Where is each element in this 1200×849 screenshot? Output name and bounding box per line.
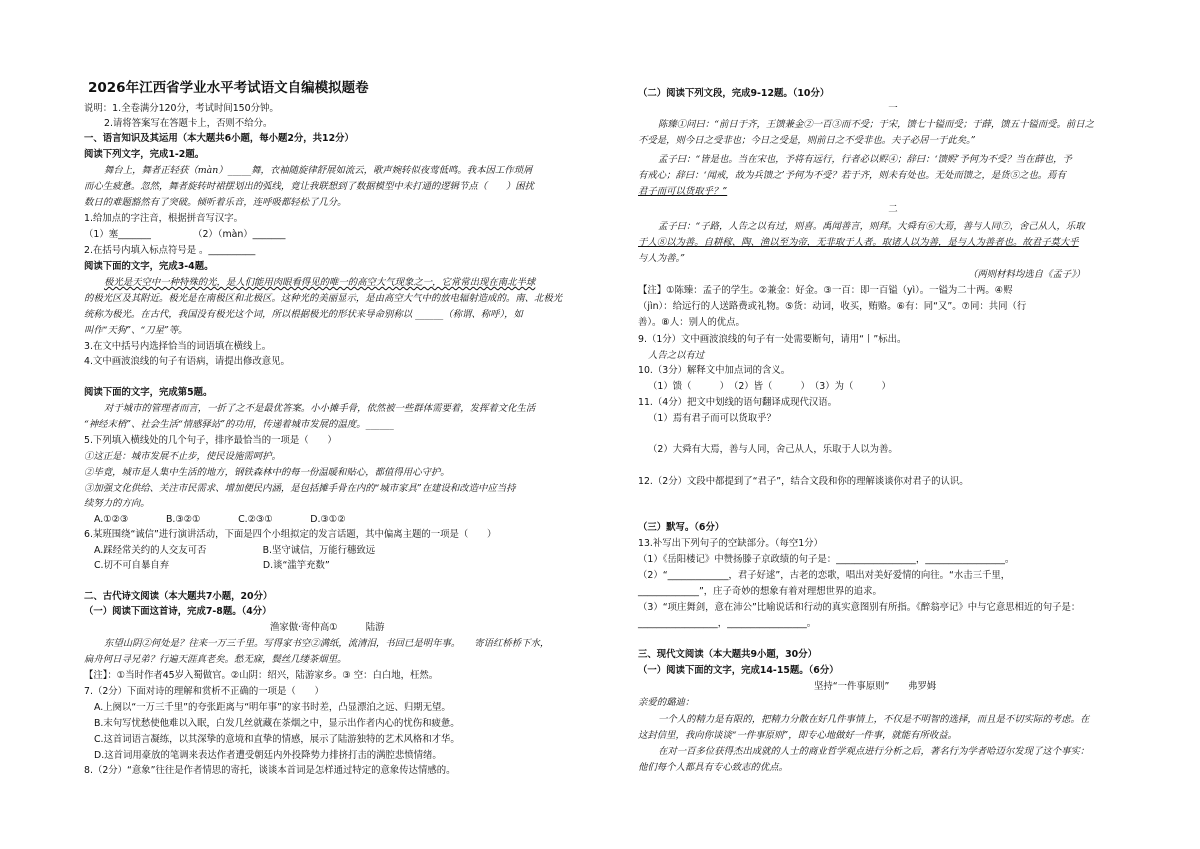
- question-7-option-a: A.上阕以“一万三千里”的夸张距离与“明年事”的家书时差，凸显漂泊之远、归期无望。: [94, 702, 451, 713]
- question-13-3: （3）“项庄舞剑，意在沛公”比喻说话和行动的真实意图别有所指。《醉翁亭记》中与它意思相近的句子是：: [638, 602, 1081, 613]
- passage-line: “神经末梢”、社会生活“情感驿站”的功用，传递着城市发展的温度。______: [84, 419, 394, 430]
- question-6: 6.某班围绕“诚信”进行演讲活动，下面是四个小组拟定的发言话题，其中偏离主题的一项是（ ）: [84, 529, 497, 540]
- letter-title: 坚持“一件事原则” 弗罗姆: [814, 681, 937, 692]
- classical-line: 于人⑧以为善。自耕稼、陶、渔以至为帝，无非取于人者。取诸人以为善，是与人为善者也。故君子莫大乎: [638, 237, 1079, 248]
- dictation-heading: （三）默写。（6分）: [638, 522, 725, 533]
- classical-line: 君子而可以货取乎？”: [638, 186, 728, 197]
- passage-number-1: 一: [888, 103, 898, 114]
- question-7-option-c: C.这首词语言凝练，以其深挚的意境和直挚的情感，展示了陆游独特的艺术风格和才华。: [94, 734, 460, 745]
- question-10: 10.（3分）解释文中加点词的含义。: [638, 365, 791, 376]
- question-13-2-cont: _____________”，庄子奇妙的想象有着对理想世界的追求。: [638, 586, 882, 597]
- poem-notes: 【注】：①当时作者45岁入蜀做官。②山阴：绍兴，陆游家乡。③ 空：白白地，枉然。: [84, 670, 439, 681]
- question-8: 8.（2分）“意象”往往是作者情思的寄托，谈谈本首词是怎样通过特定的意象传达情感的。: [84, 765, 456, 776]
- classical-line: 陈臻①问曰：“前日于齐，王馈兼金②一百③而不受；于宋，馈七十镒而受；于薛，馈五十镒而受。前日之: [658, 119, 1095, 130]
- annotation-line: 【注】①陈臻：孟子的学生。②兼金：好金。③一百：即一百镒（yì）。一镒为二十两。④赆: [638, 285, 1013, 296]
- question-12: 12.（2分）文段中都提到了“君子”，结合文段和你的理解谈谈你对君子的认识。: [638, 476, 969, 487]
- question-9-sentence: 人告之以有过: [648, 350, 705, 361]
- passage-line: 统称为极光。在古代，我国没有极光这个词，所以根据极光的形状来导命别称以 ______（称谓、称呼），如: [84, 309, 523, 320]
- passage-line: 数日的难题豁然有了突破。倾听着乐音，连呼吸都轻松了几分。: [84, 197, 347, 208]
- passage-line: 的极光区及其附近。极光是在南极区和北极区。这种光的美丽显示，是由高空大气中的放电辐射造成的。南、北极光: [84, 293, 563, 304]
- section-2-heading: 二、古代诗文阅读（本大题共7小题，20分）: [84, 591, 273, 602]
- question-5: 5.下列填入横线处的几个句子，排序最恰当的一项是（ ）: [84, 435, 337, 446]
- source-note: （两则材料均选自《孟子》）: [968, 269, 1086, 280]
- annotation-line: 善）。⑧人：别人的优点。: [638, 317, 745, 328]
- passage-number-2: 二: [888, 204, 898, 215]
- poem-title: 渔家傲·寄仲高① 陆游: [270, 622, 385, 633]
- letter-line: 一个人的精力是有限的，把精力分散在好几件事情上，不仅是不明智的选择，而且是不切实际的考虑。在: [658, 714, 1090, 725]
- poem-prompt: （一）阅读下面这首诗，完成7-8题。（4分）: [84, 606, 272, 617]
- passage-line: 叫作“天狗”、“刀星”等。: [84, 325, 188, 336]
- exam-title: 2026年江西省学业水平考试语文自编模拟题卷: [88, 80, 369, 96]
- question-11: 11.（4分）把文中划线的语句翻译成现代汉语。: [638, 397, 838, 408]
- passage-line: 对于城市的管理者而言，一折了之不是最优答案。小小摊手骨，依然被一些群体需要着，发挥着文化生活: [104, 403, 536, 414]
- question-7-option-b: B.末句写忧愁使他难以入眠，白发几丝就藏在茶烟之中，显示出作者内心的忧伤和疲惫。: [94, 718, 460, 729]
- classical-line: 孟子曰：“皆是也。当在宋也，予将有远行，行者必以赆④；辞曰：‘馈赆’予何为不受？当在薛也，予: [658, 154, 1072, 165]
- question-13-2: （2）“_____________，君子好逑”，古老的恋歌，唱出对美好爱情的向往。“水击三千里，: [638, 570, 1011, 581]
- question-13-1: （1）《岳阳楼记》中赞扬滕子京政绩的句子是：_________________，_________________。: [638, 554, 1015, 565]
- section-1-heading: 一、语言知识及其运用（本大题共6小题，每小题2分，共12分）: [84, 133, 354, 144]
- classical-line: 与人为善。”: [638, 253, 685, 264]
- question-1-blanks: （1）塞_______ （2）（màn）_______: [84, 229, 286, 240]
- section-3-heading: 三、现代文阅读（本大题共9小题，30分）: [638, 649, 817, 660]
- question-9: 9.（1分）文中画波浪线的句子有一处需要断句，请用“丨”标出。: [638, 334, 907, 345]
- classical-prompt: （二）阅读下列文段，完成9-12题。（10分）: [638, 88, 830, 99]
- classical-line: 不受是，则今日之受非也；今日之受是，则前日之不受非也。夫子必居一于此矣。”: [638, 135, 976, 146]
- option-line: 续努力的方向。: [84, 498, 150, 509]
- passage-line: 极光是天空中一种特殊的光，是人们能用肉眼看得见的唯一的高空大气现象之一，它常常出现在南北半球: [104, 277, 536, 288]
- question-11-2: （2）大舜有大焉，善与人同，舍己从人，乐取于人以为善。: [648, 444, 898, 455]
- question-7-option-d: D.这首词用豪放的笔调来表达作者遭受朝廷内外投降势力排挤打击的满腔悲愤情绪。: [94, 750, 442, 761]
- question-7: 7.（2分）下面对诗的理解和赏析不正确的一项是（ ）: [84, 686, 324, 697]
- question-3: 3.在文中括号内选择恰当的词语填在横线上。: [84, 341, 272, 352]
- question-10-blanks: （1）馈（ ） （2）皆（ ） （3）为（ ）: [648, 381, 891, 392]
- question-5-choices: A.①②③ B.③②① C.②③① D.③①②: [94, 514, 346, 525]
- annotation-line: （jìn）：给远行的人送路费或礼物。⑤货：动词，收买，贿赂。⑥有：同“又”。⑦同：共同（行: [638, 301, 1027, 312]
- question-6-choices: C.切不可自暴自弃 D.谈“滥竽充数”: [94, 560, 330, 571]
- modern-prompt: （一）阅读下面的文字，完成14-15题。（6分）: [638, 665, 839, 676]
- question-6-choices: A.踩经常关约的人交友可否 B.坚守诚信，万能行穗致远: [94, 545, 376, 556]
- option-line: ③加强文化供给、关注市民需求、增加便民内涵，是包括摊手骨在内的“城市家具”在建设和改造中应当持: [84, 483, 516, 494]
- question-11-1: （1）焉有君子而可以货取乎？: [648, 413, 776, 424]
- poem-line: 扁舟何日寻兄弟？行遍天涯真老矣。愁无寐，鬓丝几缕茶烟里。: [84, 654, 347, 665]
- question-13: 13.补写出下列句子的空缺部分。（每空1分）: [638, 538, 823, 549]
- option-line: ②毕竟，城市是人集中生活的地方，钢铁森林中的每一份温暖和贴心，都值得用心守护。: [84, 467, 450, 478]
- reading-prompt-3-4: 阅读下面的文字，完成3-4题。: [84, 261, 214, 272]
- classical-line: 孟子曰：“子路，人告之以有过，则喜。禹闻善言，则拜。大舜有⑥大焉，善与人同⑦，舍己从人，乐取: [658, 221, 1085, 232]
- letter-salutation: 亲爱的璐迪：: [638, 697, 695, 708]
- reading-prompt-1-2: 阅读下列文字，完成1-2题。: [84, 149, 205, 160]
- question-4: 4.文中画波浪线的句子有语病，请提出修改意见。: [84, 356, 290, 367]
- letter-line: 在对一百多位获得杰出成就的人士的商业哲学观点进行分析之后，著名行为学者哈迈尔发现了这个事实：: [658, 746, 1090, 757]
- reading-prompt-5: 阅读下面的文字，完成第5题。: [84, 387, 213, 398]
- question-2: 2.在括号内填入标点符号是 。__________: [84, 245, 256, 256]
- classical-line: 有戒心；辞曰：‘闻戒，故为兵馈之’予何为不受？若于齐，则未有处也。无处而馈之，是货⑤之也。焉有: [638, 170, 1066, 181]
- question-13-3-blanks: _________________，_________________。: [638, 618, 817, 629]
- letter-line: 这封信里，我向你谈谈“一件事原则”，即专心地做好一件事，就能有所收益。: [638, 730, 957, 741]
- question-1: 1.给加点的字注音，根据拼音写汉字。: [84, 213, 243, 224]
- instructions-2: 2.请将答案写在答题卡上，否则不给分。: [104, 118, 273, 129]
- letter-line: 他们每个人都具有专心致志的优点。: [638, 762, 789, 773]
- option-line: ①这正是：城市发展不止步，使民设施需呵护。: [84, 451, 281, 462]
- passage-line: 而心生疲惫。忽然，舞者旋转时裙摆划出的弧线，竟让我联想到了数据模型中未打通的逻辑节点（ ）困扰: [84, 181, 535, 192]
- passage-line: 舞台上，舞者正轻获（màn）_____舞，衣袖随旋律舒展如流云，歌声婉转似夜莺低鸣。我本因工作琐屑: [104, 165, 533, 176]
- instructions-1: 说明：1.全卷满分120分，考试时间150分钟。: [84, 103, 279, 114]
- poem-line: 东望山阴②何处是？往来一万三千里。写得家书空②满纸，流清泪，书回已是明年事。 寄语红桥桥下水，: [104, 638, 550, 649]
